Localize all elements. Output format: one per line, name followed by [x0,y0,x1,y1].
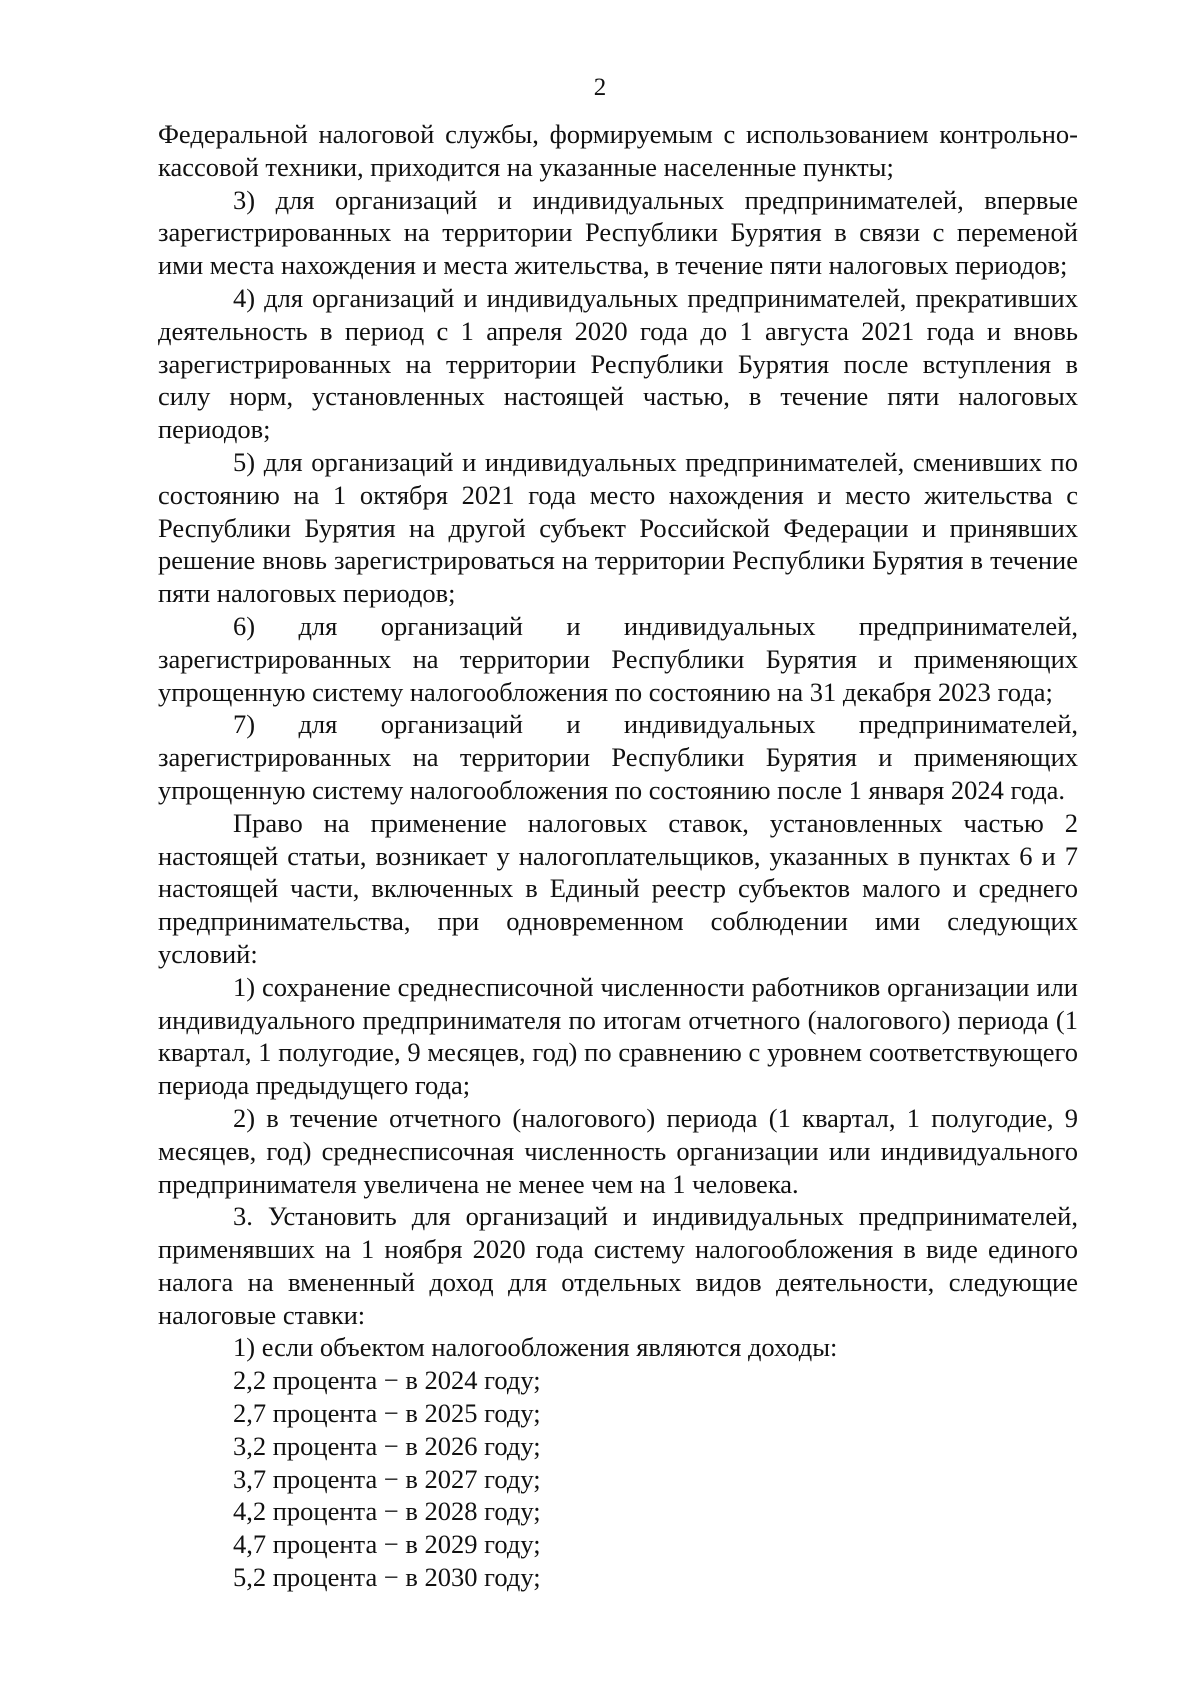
rate-item: 3,2 процента − в 2026 году; [233,1430,541,1461]
rate-item: 5,2 процента − в 2030 году; [233,1562,541,1593]
rate-item: 3,7 процента − в 2027 году; [233,1463,541,1494]
list-item-4: 4) для организаций и индивидуальных предпринимателей, прекративших деятельность в период с 1 апреля 2020 года до 1 августа 2021 года и вновь зарегистрированных на территории Республики Бурятия после вступления в силу норм, установленных настоящей частью, в течение пяти налоговых периодов; [158,282,1078,445]
paragraph-rights: Право на применение налоговых ставок, установленных частью 2 настоящей статьи, возникает у налогоплательщиков, указанных в пунктах 6 и 7 настоящей части, включенных в Единый реестр субъектов малого и среднего предпринимательства, при одновременном соблюдении ими следующих условий: [158,807,1078,969]
list-item-5: 5) для организаций и индивидуальных предпринимателей, сменивших по состоянию на 1 октября 2021 года место нахождения и место жительства с Республики Бурятия на другой субъект Российской Федерации и принявших решение вновь зарегистрироваться на территории Республики Бурятия в течение пяти налоговых периодов; [158,446,1078,609]
condition-item-2: 2) в течение отчетного (налогового) периода (1 квартал, 1 полугодие, 9 месяцев, год) среднесписочная численность организации или индивидуального предпринимателя увеличена не менее чем на 1 человека. [158,1102,1078,1199]
paragraph-continuation: Федеральной налоговой службы, формируемым с использованием контрольно-кассовой техники, приходится на указанные населенные пункты; [158,119,1078,182]
list-item-7: 7) для организаций и индивидуальных предпринимателей, зарегистрированных на территории Республики Бурятия и применяющих упрощенную систему налогообложения по состоянию после 1 января 2024 года. [158,709,1078,805]
list-item-3: 3) для организаций и индивидуальных предпринимателей, впервые зарегистрированных на территории Республики Бурятия в связи с переменой ими места нахождения и места жительства, в течение пяти налоговых периодов; [158,184,1078,281]
rate-item: 2,2 процента − в 2024 году; [233,1365,541,1396]
subclause-1: 1) если объектом налогообложения являются доходы: [233,1332,838,1363]
rate-item: 4,7 процента − в 2029 году; [233,1529,541,1560]
condition-item-1: 1) сохранение среднесписочной численности работников организации или индивидуального предпринимателя по итогам отчетного (налогового) периода (1 квартал, 1 полугодие, 9 месяцев, год) по сравнению с уровнем соответствующего периода предыдущего года; [158,971,1078,1101]
page-number: 2 [593,74,607,101]
list-item-6: 6) для организаций и индивидуальных предпринимателей, зарегистрированных на территории Республики Бурятия и применяющих упрощенную систему налогообложения по состоянию на 31 декабря 2023 года; [158,610,1078,707]
document-body [158,118,1078,1594]
rate-item: 4,2 процента − в 2028 году; [233,1496,541,1527]
clause-3: 3. Установить для организаций и индивидуальных предпринимателей, применявших на 1 ноября 2020 года систему налогообложения в виде единого налога на вмененный доход для отдельных видов деятельности, следующие налоговые ставки: [158,1201,1078,1330]
rate-item: 2,7 процента − в 2025 году; [233,1398,541,1429]
